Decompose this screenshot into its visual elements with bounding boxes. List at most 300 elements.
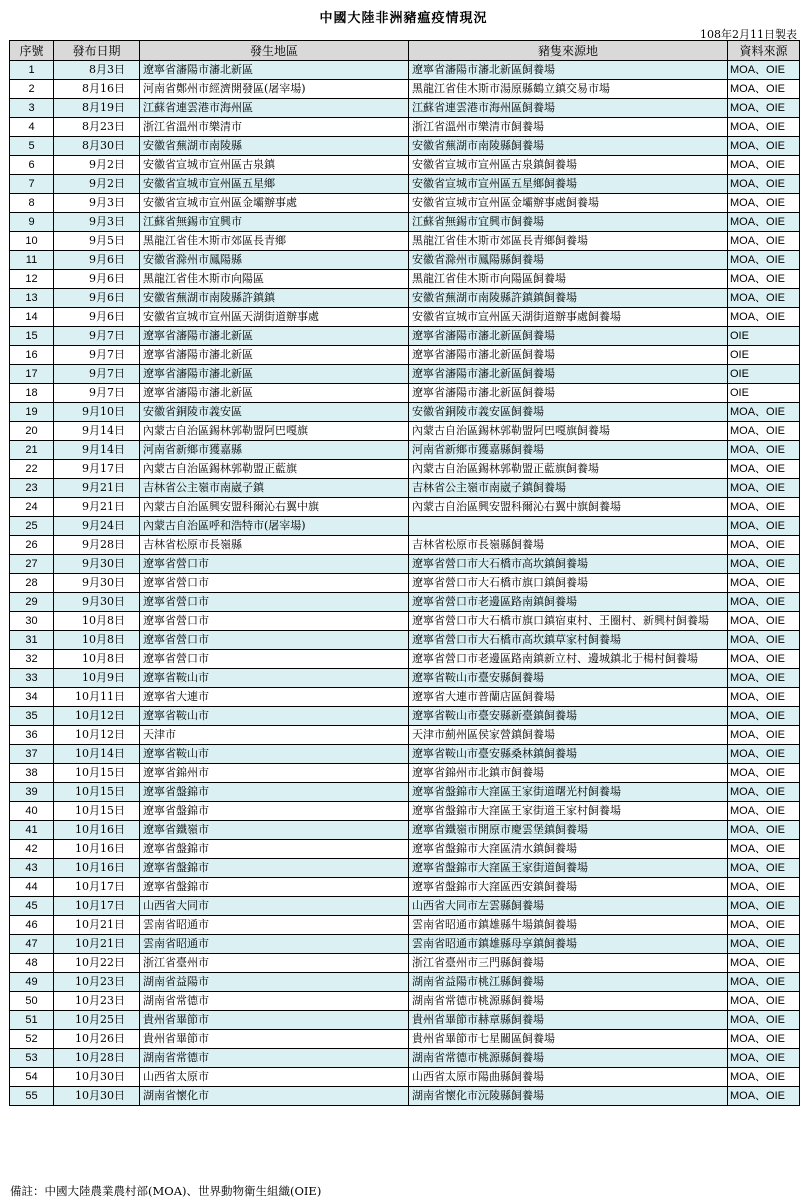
cell-date: 10月16日 xyxy=(54,840,140,859)
cell-area: 內蒙古自治區興安盟科爾沁右翼中旗 xyxy=(140,498,409,517)
cell-area: 遼寧省營口市 xyxy=(140,593,409,612)
cell-source: OIE xyxy=(728,365,800,384)
table-row xyxy=(10,1030,800,1049)
cell-farm: 貴州省畢節市七星關區飼養場 xyxy=(409,1030,728,1049)
table-row xyxy=(10,251,800,270)
table-row xyxy=(10,346,800,365)
cell-date: 9月5日 xyxy=(54,232,140,251)
cell-farm: 湖南省常德市桃源縣飼養場 xyxy=(409,1049,728,1068)
table-row xyxy=(10,707,800,726)
cell-farm: 雲南省昭通市鎮雄縣母享鎮飼養場 xyxy=(409,935,728,954)
cell-area: 內蒙古自治區呼和浩特市(屠宰場) xyxy=(140,517,409,536)
footnote: 備註：中國大陸農業農村部(MOA)、世界動物衛生組織(OIE) xyxy=(10,1184,322,1198)
cell-date: 9月3日 xyxy=(54,194,140,213)
cell-no: 34 xyxy=(10,688,54,707)
cell-date: 10月8日 xyxy=(54,612,140,631)
table-row xyxy=(10,61,800,80)
cell-area: 內蒙古自治區錫林郭勒盟正藍旗 xyxy=(140,460,409,479)
cell-no: 39 xyxy=(10,783,54,802)
cell-farm: 湖南省懷化市沅陵縣飼養場 xyxy=(409,1087,728,1106)
cell-no: 48 xyxy=(10,954,54,973)
cell-no: 2 xyxy=(10,80,54,99)
cell-area: 遼寧省營口市 xyxy=(140,631,409,650)
table-row xyxy=(10,213,800,232)
cell-date: 9月7日 xyxy=(54,365,140,384)
cell-farm: 黑龍江省佳木斯市郊區長青鄉飼養場 xyxy=(409,232,728,251)
cell-no: 40 xyxy=(10,802,54,821)
cell-date: 9月14日 xyxy=(54,422,140,441)
cell-no: 47 xyxy=(10,935,54,954)
cell-area: 雲南省昭通市 xyxy=(140,916,409,935)
cell-no: 36 xyxy=(10,726,54,745)
table-row xyxy=(10,460,800,479)
cell-date: 9月21日 xyxy=(54,479,140,498)
cell-farm: 遼寧省鐵嶺市開原市慶雲堡鎮飼養場 xyxy=(409,821,728,840)
cell-source: MOA、OIE xyxy=(728,783,800,802)
cell-area: 山西省大同市 xyxy=(140,897,409,916)
table-row xyxy=(10,175,800,194)
cell-date: 9月28日 xyxy=(54,536,140,555)
cell-date: 10月11日 xyxy=(54,688,140,707)
cell-source: MOA、OIE xyxy=(728,460,800,479)
cell-farm: 河南省新鄉市獲嘉縣飼養場 xyxy=(409,441,728,460)
cell-source: MOA、OIE xyxy=(728,1087,800,1106)
cell-area: 遼寧省鐵嶺市 xyxy=(140,821,409,840)
cell-area: 遼寧省盤錦市 xyxy=(140,783,409,802)
cell-area: 湖南省常德市 xyxy=(140,992,409,1011)
cell-no: 21 xyxy=(10,441,54,460)
cell-date: 9月14日 xyxy=(54,441,140,460)
cell-no: 24 xyxy=(10,498,54,517)
cell-farm: 遼寧省錦州市北鎮市飼養場 xyxy=(409,764,728,783)
cell-source: MOA、OIE xyxy=(728,973,800,992)
cell-farm: 吉林省松原市長嶺縣飼養場 xyxy=(409,536,728,555)
cell-date: 9月7日 xyxy=(54,384,140,403)
cell-source: MOA、OIE xyxy=(728,745,800,764)
table-row xyxy=(10,80,800,99)
cell-date: 9月21日 xyxy=(54,498,140,517)
table-row xyxy=(10,973,800,992)
cell-source: MOA、OIE xyxy=(728,61,800,80)
cell-farm: 安徽省宣城市宣州區金壩辦事處飼養場 xyxy=(409,194,728,213)
cell-source: MOA、OIE xyxy=(728,498,800,517)
table-row xyxy=(10,764,800,783)
cell-date: 10月25日 xyxy=(54,1011,140,1030)
cell-farm: 雲南省昭通市鎮雄縣牛場鎮飼養場 xyxy=(409,916,728,935)
cell-no: 38 xyxy=(10,764,54,783)
cell-no: 28 xyxy=(10,574,54,593)
table-row xyxy=(10,555,800,574)
cell-farm: 遼寧省營口市大石橋市旗口鎮飼養場 xyxy=(409,574,728,593)
cell-source: MOA、OIE xyxy=(728,118,800,137)
cell-area: 黑龍江省佳木斯市郊區長青鄉 xyxy=(140,232,409,251)
cell-date: 9月24日 xyxy=(54,517,140,536)
cell-no: 25 xyxy=(10,517,54,536)
header-source: 資料來源 xyxy=(728,41,800,61)
cell-area: 貴州省畢節市 xyxy=(140,1011,409,1030)
cell-area: 浙江省臺州市 xyxy=(140,954,409,973)
cell-farm: 遼寧省盤錦市大窪區清水鎮飼養場 xyxy=(409,840,728,859)
cell-date: 10月12日 xyxy=(54,707,140,726)
cell-farm: 安徽省宣城市宣州區天湖街道辦事處飼養場 xyxy=(409,308,728,327)
cell-area: 安徽省銅陵市義安區 xyxy=(140,403,409,422)
cell-area: 安徽省蕪湖市南陵縣許鎮鎮 xyxy=(140,289,409,308)
cell-no: 3 xyxy=(10,99,54,118)
cell-no: 49 xyxy=(10,973,54,992)
cell-source: MOA、OIE xyxy=(728,1011,800,1030)
table-row xyxy=(10,669,800,688)
cell-source: MOA、OIE xyxy=(728,80,800,99)
cell-no: 17 xyxy=(10,365,54,384)
cell-no: 55 xyxy=(10,1087,54,1106)
cell-source: MOA、OIE xyxy=(728,479,800,498)
table-row xyxy=(10,840,800,859)
table-row xyxy=(10,783,800,802)
cell-area: 遼寧省營口市 xyxy=(140,574,409,593)
cell-area: 遼寧省瀋陽市瀋北新區 xyxy=(140,61,409,80)
cell-farm: 浙江省溫州市樂清市飼養場 xyxy=(409,118,728,137)
cell-area: 安徽省宣城市宣州區古泉鎮 xyxy=(140,156,409,175)
cell-no: 27 xyxy=(10,555,54,574)
table-row xyxy=(10,441,800,460)
table-row xyxy=(10,99,800,118)
cell-area: 安徽省宣城市宣州區天湖街道辦事處 xyxy=(140,308,409,327)
header-area: 發生地區 xyxy=(140,41,409,61)
cell-no: 33 xyxy=(10,669,54,688)
cell-no: 37 xyxy=(10,745,54,764)
cell-source: MOA、OIE xyxy=(728,422,800,441)
cell-farm: 安徽省滁州市鳳陽縣飼養場 xyxy=(409,251,728,270)
cell-source: MOA、OIE xyxy=(728,555,800,574)
cell-source: MOA、OIE xyxy=(728,878,800,897)
cell-farm: 遼寧省營口市大石橋市高坎鎮草家村飼養場 xyxy=(409,631,728,650)
cell-no: 35 xyxy=(10,707,54,726)
cell-source: MOA、OIE xyxy=(728,916,800,935)
table-row xyxy=(10,308,800,327)
cell-farm: 遼寧省瀋陽市瀋北新區飼養場 xyxy=(409,61,728,80)
cell-area: 安徽省宣城市宣州區五星鄉 xyxy=(140,175,409,194)
cell-no: 50 xyxy=(10,992,54,1011)
header-farm: 豬隻來源地 xyxy=(409,41,728,61)
table-row xyxy=(10,859,800,878)
cell-date: 9月2日 xyxy=(54,175,140,194)
cell-no: 15 xyxy=(10,327,54,346)
cell-area: 江蘇省無錫市宜興市 xyxy=(140,213,409,232)
cell-source: MOA、OIE xyxy=(728,289,800,308)
cell-area: 湖南省常德市 xyxy=(140,1049,409,1068)
table-row xyxy=(10,745,800,764)
table-row xyxy=(10,422,800,441)
table-row xyxy=(10,593,800,612)
cell-no: 54 xyxy=(10,1068,54,1087)
cell-area: 內蒙古自治區錫林郭勒盟阿巴嘎旗 xyxy=(140,422,409,441)
table-row xyxy=(10,156,800,175)
cell-date: 9月6日 xyxy=(54,289,140,308)
cell-area: 天津市 xyxy=(140,726,409,745)
table-row xyxy=(10,612,800,631)
cell-source: MOA、OIE xyxy=(728,270,800,289)
cell-area: 安徽省滁州市鳳陽縣 xyxy=(140,251,409,270)
cell-area: 安徽省宣城市宣州區金壩辦事處 xyxy=(140,194,409,213)
cell-area: 湖南省懷化市 xyxy=(140,1087,409,1106)
cell-date: 10月26日 xyxy=(54,1030,140,1049)
cell-no: 44 xyxy=(10,878,54,897)
cell-area: 遼寧省鞍山市 xyxy=(140,669,409,688)
cell-no: 53 xyxy=(10,1049,54,1068)
cell-no: 22 xyxy=(10,460,54,479)
cell-area: 貴州省畢節市 xyxy=(140,1030,409,1049)
cell-date: 9月30日 xyxy=(54,593,140,612)
cell-no: 7 xyxy=(10,175,54,194)
cell-farm: 遼寧省瀋陽市瀋北新區飼養場 xyxy=(409,327,728,346)
cell-date: 10月17日 xyxy=(54,897,140,916)
cell-farm: 山西省太原市陽曲縣飼養場 xyxy=(409,1068,728,1087)
cell-date: 10月16日 xyxy=(54,859,140,878)
cell-farm: 安徽省宣城市宣州區古泉鎮飼養場 xyxy=(409,156,728,175)
cell-area: 雲南省昭通市 xyxy=(140,935,409,954)
cell-no: 41 xyxy=(10,821,54,840)
cell-date: 9月6日 xyxy=(54,308,140,327)
cell-no: 31 xyxy=(10,631,54,650)
table-row xyxy=(10,232,800,251)
cell-date: 10月14日 xyxy=(54,745,140,764)
cell-source: MOA、OIE xyxy=(728,213,800,232)
cell-source: MOA、OIE xyxy=(728,821,800,840)
cell-no: 14 xyxy=(10,308,54,327)
cell-date: 10月21日 xyxy=(54,916,140,935)
table-body xyxy=(10,61,800,1106)
cell-source: MOA、OIE xyxy=(728,897,800,916)
cell-no: 12 xyxy=(10,270,54,289)
cell-area: 遼寧省錦州市 xyxy=(140,764,409,783)
cell-area: 黑龍江省佳木斯市向陽區 xyxy=(140,270,409,289)
cell-source: MOA、OIE xyxy=(728,441,800,460)
cell-farm: 遼寧省瀋陽市瀋北新區飼養場 xyxy=(409,346,728,365)
cell-farm: 江蘇省無錫市宜興市飼養場 xyxy=(409,213,728,232)
cell-area: 遼寧省瀋陽市瀋北新區 xyxy=(140,384,409,403)
cell-date: 10月23日 xyxy=(54,992,140,1011)
cell-date: 8月3日 xyxy=(54,61,140,80)
table-row xyxy=(10,821,800,840)
cell-date: 10月22日 xyxy=(54,954,140,973)
cell-farm: 安徽省蕪湖市南陵縣許鎮鎮飼養場 xyxy=(409,289,728,308)
cell-area: 遼寧省瀋陽市瀋北新區 xyxy=(140,346,409,365)
table-row xyxy=(10,118,800,137)
cell-area: 遼寧省營口市 xyxy=(140,612,409,631)
cell-farm: 遼寧省大連市普蘭店區飼養場 xyxy=(409,688,728,707)
cell-area: 吉林省松原市長嶺縣 xyxy=(140,536,409,555)
cell-farm: 遼寧省瀋陽市瀋北新區飼養場 xyxy=(409,365,728,384)
cell-no: 29 xyxy=(10,593,54,612)
table-row xyxy=(10,954,800,973)
cell-date: 10月21日 xyxy=(54,935,140,954)
cell-source: MOA、OIE xyxy=(728,669,800,688)
cell-source: OIE xyxy=(728,384,800,403)
cell-date: 9月30日 xyxy=(54,574,140,593)
cell-source: MOA、OIE xyxy=(728,992,800,1011)
cell-area: 遼寧省瀋陽市瀋北新區 xyxy=(140,365,409,384)
cell-area: 遼寧省鞍山市 xyxy=(140,707,409,726)
cell-no: 10 xyxy=(10,232,54,251)
cell-date: 10月15日 xyxy=(54,802,140,821)
table-row xyxy=(10,1068,800,1087)
cell-date: 10月28日 xyxy=(54,1049,140,1068)
table-header-row xyxy=(10,41,800,61)
cell-no: 30 xyxy=(10,612,54,631)
cell-no: 8 xyxy=(10,194,54,213)
cell-no: 5 xyxy=(10,137,54,156)
cell-farm: 遼寧省營口市大石橋市旗口鎮宿東村、王圈村、新興村飼養場 xyxy=(409,612,728,631)
table-row xyxy=(10,688,800,707)
cell-source: OIE xyxy=(728,327,800,346)
cell-date: 8月19日 xyxy=(54,99,140,118)
cell-farm: 遼寧省營口市老邊區路南鎮新立村、邊城鎮北于楊村飼養場 xyxy=(409,650,728,669)
table-row xyxy=(10,194,800,213)
cell-farm: 黑龍江省佳木斯市向陽區飼養場 xyxy=(409,270,728,289)
cell-source: MOA、OIE xyxy=(728,1049,800,1068)
cell-area: 遼寧省營口市 xyxy=(140,555,409,574)
cell-no: 11 xyxy=(10,251,54,270)
cell-no: 18 xyxy=(10,384,54,403)
cell-farm: 安徽省宣城市宣州區五星鄉飼養場 xyxy=(409,175,728,194)
cell-source: MOA、OIE xyxy=(728,1068,800,1087)
cell-area: 遼寧省盤錦市 xyxy=(140,802,409,821)
cell-source: MOA、OIE xyxy=(728,859,800,878)
cell-farm: 安徽省銅陵市義安區飼養場 xyxy=(409,403,728,422)
table-row xyxy=(10,1011,800,1030)
cell-no: 52 xyxy=(10,1030,54,1049)
cell-area: 浙江省溫州市樂清市 xyxy=(140,118,409,137)
cell-source: MOA、OIE xyxy=(728,536,800,555)
cell-date: 10月15日 xyxy=(54,783,140,802)
table-row xyxy=(10,631,800,650)
cell-date: 8月30日 xyxy=(54,137,140,156)
cell-date: 10月8日 xyxy=(54,631,140,650)
cell-source: MOA、OIE xyxy=(728,802,800,821)
cell-farm xyxy=(409,517,728,536)
table-row xyxy=(10,270,800,289)
cell-farm: 天津市薊州區侯家營鎮飼養場 xyxy=(409,726,728,745)
table-row xyxy=(10,878,800,897)
cell-source: MOA、OIE xyxy=(728,137,800,156)
cell-no: 13 xyxy=(10,289,54,308)
table-row xyxy=(10,802,800,821)
table-row xyxy=(10,897,800,916)
cell-area: 湖南省益陽市 xyxy=(140,973,409,992)
cell-farm: 遼寧省瀋陽市瀋北新區飼養場 xyxy=(409,384,728,403)
cell-farm: 遼寧省營口市大石橋市高坎鎮飼養場 xyxy=(409,555,728,574)
cell-farm: 遼寧省鞍山市臺安縣飼養場 xyxy=(409,669,728,688)
cell-farm: 遼寧省營口市老邊區路南鎮飼養場 xyxy=(409,593,728,612)
cell-source: MOA、OIE xyxy=(728,251,800,270)
cell-area: 遼寧省大連市 xyxy=(140,688,409,707)
cell-area: 遼寧省盤錦市 xyxy=(140,859,409,878)
cell-farm: 遼寧省盤錦市大窪區王家街道飼養場 xyxy=(409,859,728,878)
cell-source: MOA、OIE xyxy=(728,574,800,593)
cell-date: 9月10日 xyxy=(54,403,140,422)
outbreak-table xyxy=(9,40,800,1106)
cell-source: MOA、OIE xyxy=(728,764,800,783)
cell-source: MOA、OIE xyxy=(728,1030,800,1049)
cell-no: 9 xyxy=(10,213,54,232)
cell-no: 32 xyxy=(10,650,54,669)
cell-source: MOA、OIE xyxy=(728,707,800,726)
cell-farm: 山西省大同市左雲縣飼養場 xyxy=(409,897,728,916)
header-no: 序號 xyxy=(10,41,54,61)
cell-source: MOA、OIE xyxy=(728,194,800,213)
cell-source: MOA、OIE xyxy=(728,232,800,251)
cell-no: 43 xyxy=(10,859,54,878)
cell-source: MOA、OIE xyxy=(728,954,800,973)
cell-area: 河南省新鄉市獲嘉縣 xyxy=(140,441,409,460)
cell-area: 吉林省公主嶺市南崴子鎮 xyxy=(140,479,409,498)
made-date-label: 108年2月11日製表 xyxy=(700,28,797,41)
cell-source: MOA、OIE xyxy=(728,612,800,631)
cell-date: 9月7日 xyxy=(54,346,140,365)
page-title: 中國大陸非洲豬瘟疫情現況 xyxy=(319,11,488,26)
cell-source: MOA、OIE xyxy=(728,840,800,859)
cell-source: MOA、OIE xyxy=(728,631,800,650)
cell-source: MOA、OIE xyxy=(728,935,800,954)
table-row xyxy=(10,137,800,156)
table-row xyxy=(10,574,800,593)
cell-area: 遼寧省營口市 xyxy=(140,650,409,669)
cell-source: MOA、OIE xyxy=(728,156,800,175)
cell-farm: 吉林省公主嶺市南崴子鎮飼養場 xyxy=(409,479,728,498)
cell-farm: 遼寧省盤錦市大窪區王家街道曙光村飼養場 xyxy=(409,783,728,802)
cell-area: 遼寧省盤錦市 xyxy=(140,878,409,897)
header-date: 發布日期 xyxy=(54,41,140,61)
cell-area: 河南省鄭州市經濟開發區(屠宰場) xyxy=(140,80,409,99)
table-row xyxy=(10,650,800,669)
cell-date: 9月3日 xyxy=(54,213,140,232)
cell-no: 26 xyxy=(10,536,54,555)
table-row xyxy=(10,384,800,403)
table-row xyxy=(10,536,800,555)
cell-farm: 湖南省益陽市桃江縣飼養場 xyxy=(409,973,728,992)
cell-farm: 貴州省畢節市赫章縣飼養場 xyxy=(409,1011,728,1030)
table-row xyxy=(10,992,800,1011)
cell-no: 51 xyxy=(10,1011,54,1030)
cell-source: MOA、OIE xyxy=(728,726,800,745)
cell-date: 10月8日 xyxy=(54,650,140,669)
cell-farm: 遼寧省盤錦市大窪區西安鎮飼養場 xyxy=(409,878,728,897)
cell-farm: 遼寧省盤錦市大窪區王家街道王家村飼養場 xyxy=(409,802,728,821)
cell-farm: 內蒙古自治區興安盟科爾沁右翼中旗飼養場 xyxy=(409,498,728,517)
cell-date: 10月12日 xyxy=(54,726,140,745)
cell-farm: 遼寧省鞍山市臺安縣新臺鎮飼養場 xyxy=(409,707,728,726)
cell-source: MOA、OIE xyxy=(728,688,800,707)
cell-no: 16 xyxy=(10,346,54,365)
cell-source: MOA、OIE xyxy=(728,593,800,612)
cell-farm: 遼寧省鞍山市臺安縣桑林鎮飼養場 xyxy=(409,745,728,764)
cell-no: 45 xyxy=(10,897,54,916)
table-row xyxy=(10,403,800,422)
cell-farm: 江蘇省連雲港市海州區飼養場 xyxy=(409,99,728,118)
cell-date: 10月9日 xyxy=(54,669,140,688)
cell-no: 6 xyxy=(10,156,54,175)
table-row xyxy=(10,289,800,308)
table-row xyxy=(10,517,800,536)
cell-farm: 浙江省臺州市三門縣飼養場 xyxy=(409,954,728,973)
cell-farm: 內蒙古自治區錫林郭勒盟正藍旗飼養場 xyxy=(409,460,728,479)
table-row xyxy=(10,916,800,935)
cell-area: 安徽省蕪湖市南陵縣 xyxy=(140,137,409,156)
cell-date: 9月6日 xyxy=(54,251,140,270)
cell-area: 遼寧省鞍山市 xyxy=(140,745,409,764)
cell-source: MOA、OIE xyxy=(728,308,800,327)
cell-source: MOA、OIE xyxy=(728,650,800,669)
